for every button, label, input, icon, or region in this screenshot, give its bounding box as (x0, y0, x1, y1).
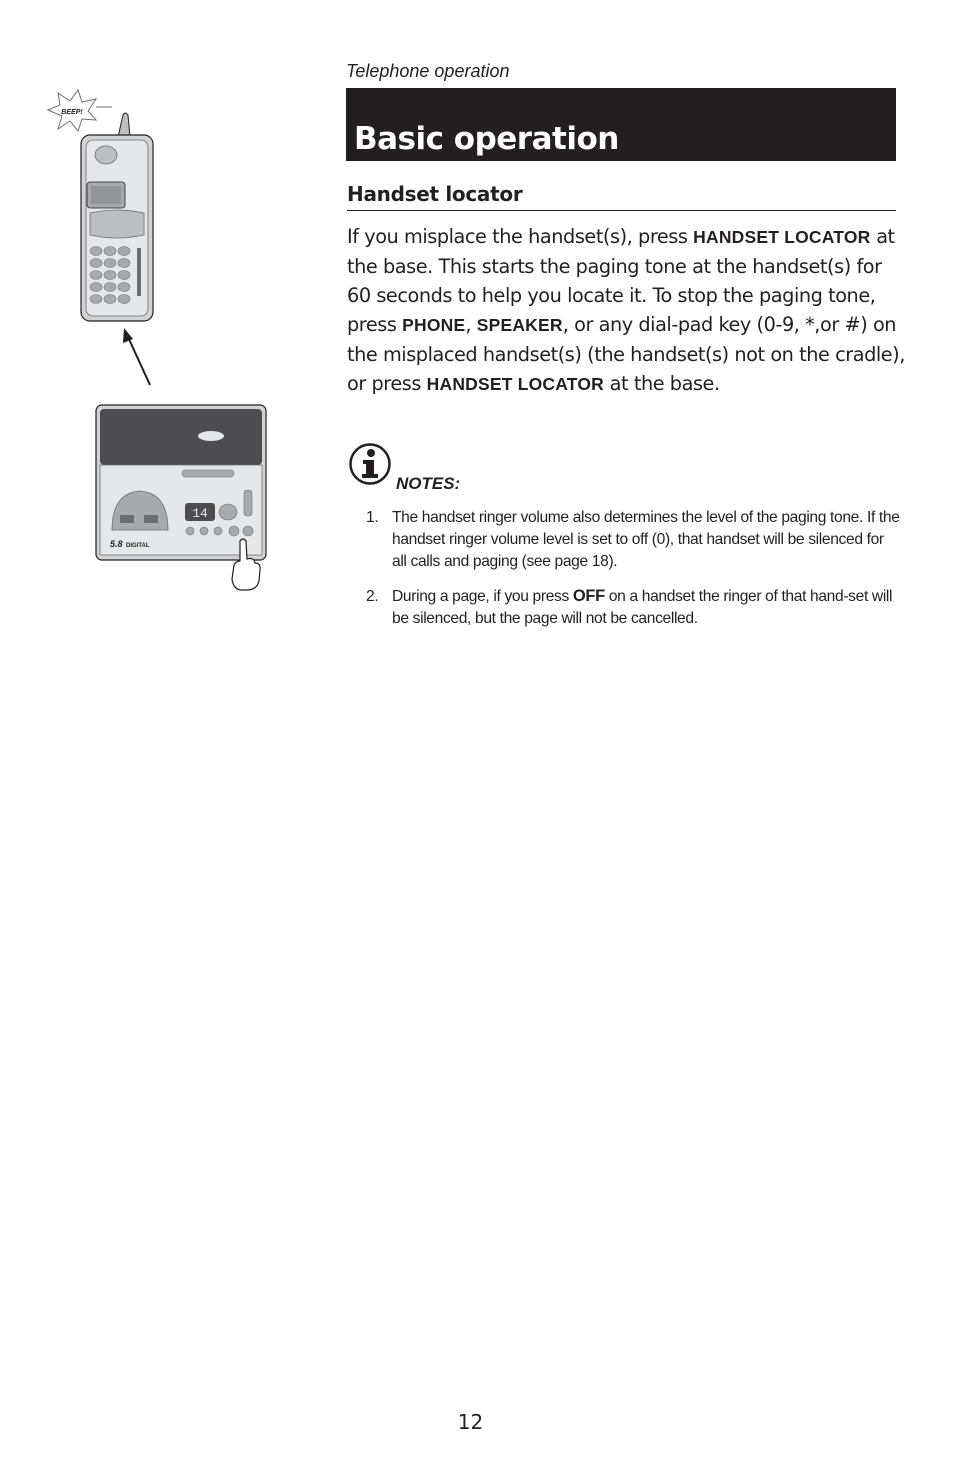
note-number: 2. (366, 588, 379, 606)
body-text-2: at the base. This starts the paging tone at the handset(s) for 60 seconds to help you locate it. To stop the paging tone, press (347, 225, 895, 336)
digital-label: DIGITAL (126, 543, 150, 549)
body-paragraph (347, 222, 907, 399)
beep-starburst (48, 90, 96, 131)
section-label: Telephone operation (346, 61, 510, 81)
handset (81, 113, 153, 321)
body-text-3: , (465, 313, 477, 336)
body-text-1: If you misplace the handset(s), press (347, 225, 694, 248)
page-title: Basic operation (354, 121, 619, 157)
info-icon (349, 443, 391, 485)
note-item (366, 507, 902, 572)
body-text-5: at the base. (604, 372, 720, 395)
note-item (366, 586, 902, 630)
subsection-heading: Handset locator (347, 182, 896, 211)
body-text-4: , or any dial-pad key (0-9, *,or #) on the misplaced handset(s) (the handset(s) not on the cradle), or press (347, 313, 905, 395)
key-phone: PHONE (402, 315, 466, 335)
page-number: 12 (457, 1410, 484, 1434)
note-text-pre: During a page, if you press (392, 588, 573, 606)
key-handset-locator-2: HANDSET LOCATOR (426, 374, 604, 394)
base-display-digits: 14 (192, 506, 208, 521)
phone-illustration (40, 85, 280, 595)
arrow-icon (123, 328, 150, 385)
note-text: The handset ringer volume also determines the level of the paging tone. If the handset ringer volume level is set to off (0), that handset will be silenced for all calls and paging (see page 18). (392, 509, 900, 570)
note-text-post: on a handset the ringer of that hand-set will be silenced, but the page will not be cancelled. (392, 588, 893, 628)
key-speaker: SPEAKER (476, 315, 563, 335)
key-handset-locator: HANDSET LOCATOR (693, 227, 871, 247)
notes-label: NOTES: (396, 474, 461, 493)
title-bar (346, 88, 896, 161)
beep-label: BEEP! (61, 109, 83, 116)
notes-list (366, 507, 902, 644)
base-unit (96, 405, 266, 560)
note-number: 1. (366, 509, 379, 526)
brand-label: 5.8 (110, 539, 123, 549)
key-off: OFF (572, 587, 605, 606)
